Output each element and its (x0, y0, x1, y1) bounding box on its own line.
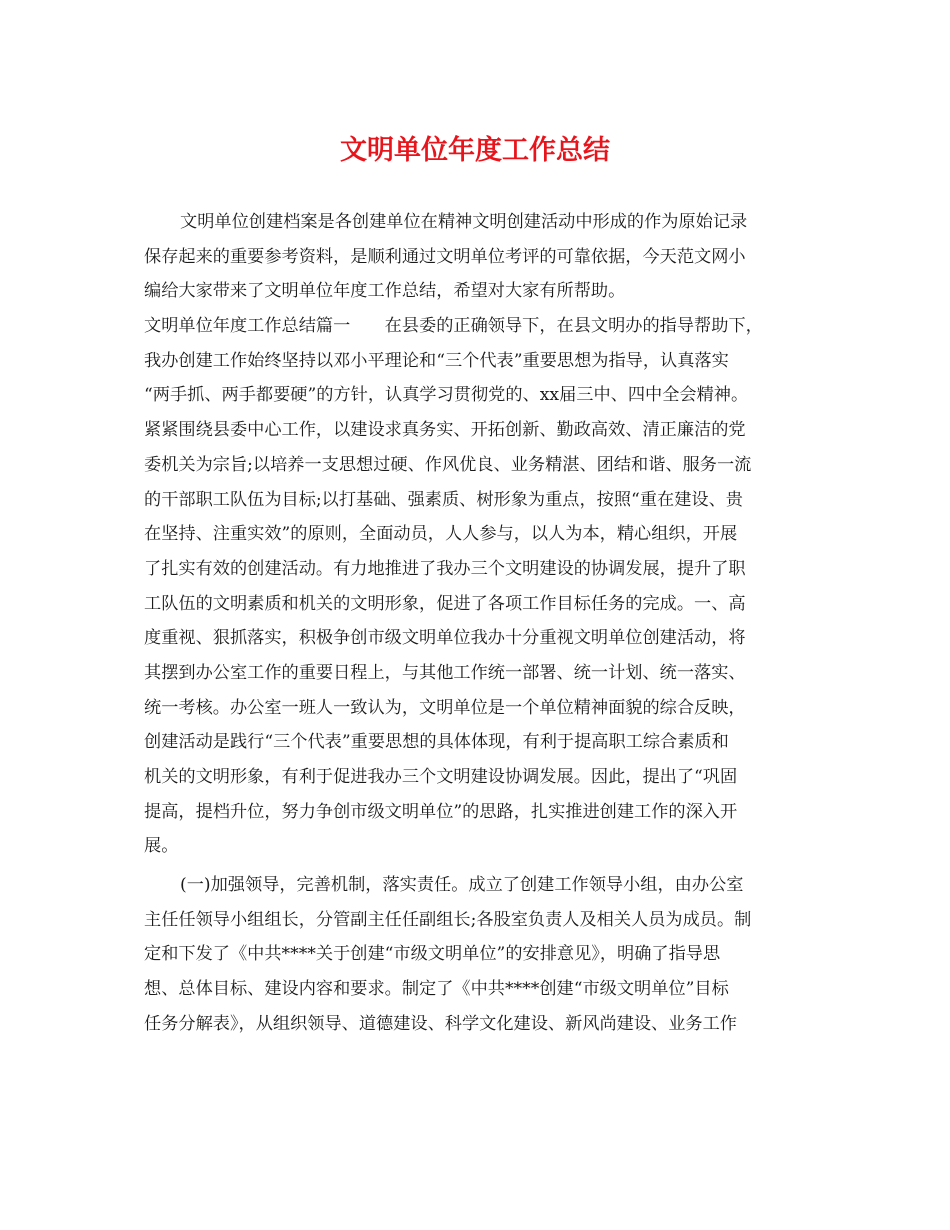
text-line: 在坚持、注重实效”的原则，全面动员，人人参与，以人为本，精心组织，开展 (144, 524, 738, 545)
text-line: 度重视、狠抓落实，积极争创市级文明单位我办十分重视文明单位创建活动，将 (144, 628, 746, 649)
text-line: 紧紧围绕县委中心工作，以建设求真务实、开拓创新、勤政高效、清正廉洁的党 (144, 420, 746, 441)
text-line: 委机关为宗旨;以培养一支思想过硬、作风优良、业务精湛、团结和谐、服务一流 (144, 454, 752, 475)
text-line: 保存起来的重要参考资料，是顺利通过文明单位考评的可靠依据，今天范文网小 (144, 246, 746, 267)
text-line: 任务分解表》，从组织领导、道德建设、科学文化建设、新风尚建设、业务工作 (144, 1013, 737, 1034)
text-line: 工队伍的文明素质和机关的文明形象，促进了各项工作目标任务的完成。一、高 (144, 593, 746, 614)
text-line: 其摆到办公室工作的重要日程上，与其他工作统一部署、统一计划、统一落实、 (144, 662, 746, 683)
text-line: “两手抓、两手都要硬”的方针，认真学习贯彻党的、xx届三中、四中全会精神。 (144, 385, 749, 406)
text-line: (一)加强领导，完善机制，落实责任。成立了创建工作领导小组，由办公室 (180, 875, 744, 896)
text-line: 创建活动是践行“三个代表”重要思想的具体体现，有利于提高职工综合素质和 (144, 732, 729, 753)
text-line: 提高，提档升位，努力争创市级文明单位”的思路，扎实推进创建工作的深入开 (144, 801, 738, 822)
text-line: 文明单位创建档案是各创建单位在精神文明创建活动中形成的作为原始记录 (180, 212, 748, 232)
text-line: 展。 (144, 836, 179, 857)
document-body (144, 205, 824, 1042)
text-line: 想、总体目标、建设内容和要求。制定了《中共****创建“市级文明单位”目标 (144, 979, 729, 1000)
text-line: 统一考核。办公室一班人一致认为，文明单位是一个单位精神面貌的综合反映， (144, 697, 746, 718)
text-line: 编给大家带来了文明单位年度工作总结，希望对大家有所帮助。 (144, 281, 626, 302)
text-line: 我办创建工作始终坚持以邓小平理论和“三个代表”重要思想为指导，认真落实 (144, 350, 729, 371)
text-line: 了扎实有效的创建活动。有力地推进了我办三个文明建设的协调发展，提升了职 (144, 558, 746, 579)
text-line: 文明单位年度工作总结篇一 在县委的正确领导下，在县文明办的指导帮助下， (144, 316, 763, 337)
text-line: 主任任领导小组组长，分管副主任任副组长;各股室负责人及相关人员为成员。制 (144, 909, 752, 930)
text-line: 机关的文明形象，有利于促进我办三个文明建设协调发展。因此，提出了“巩固 (144, 767, 738, 787)
document-title: 文明单位年度工作总结 (340, 135, 610, 166)
text-line: 定和下发了《中共****关于创建“市级文明单位”的安排意见》，明确了指导思 (144, 944, 721, 965)
text-line: 的干部职工队伍为目标;以打基础、强素质、树形象为重点，按照“重在建设、贵 (144, 489, 743, 510)
